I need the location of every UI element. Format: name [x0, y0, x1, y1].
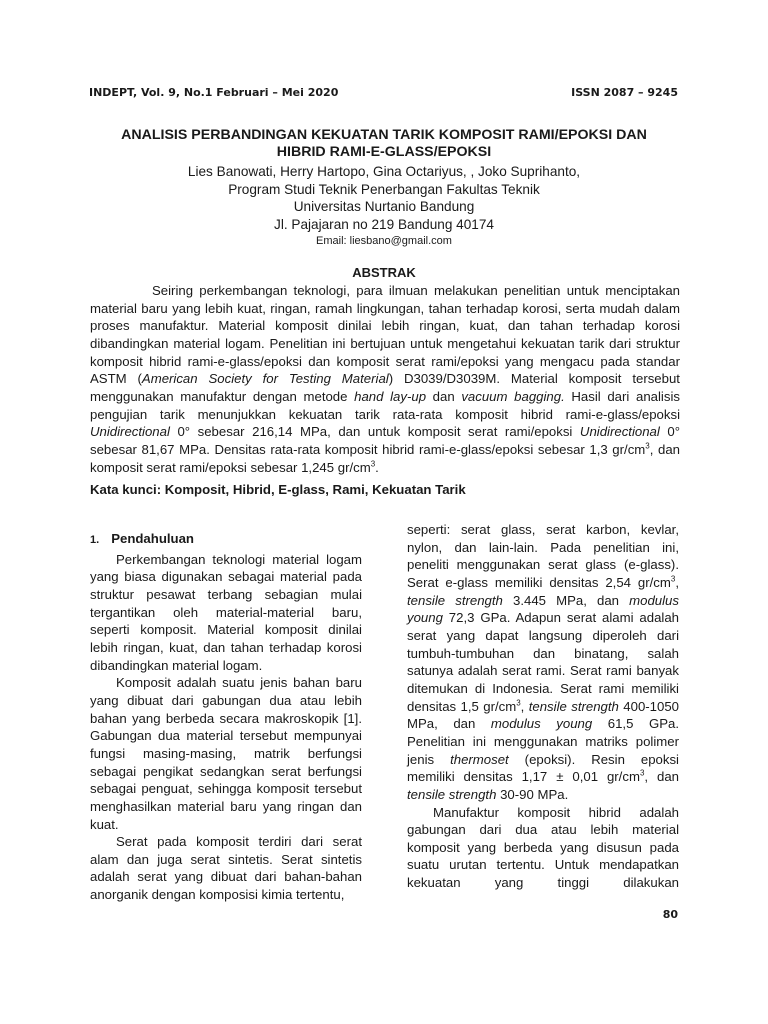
body-text: 3.445 MPa, dan: [502, 592, 630, 608]
left-column: [90, 530, 362, 904]
abstract-body: [90, 282, 680, 476]
superscript: 3: [370, 459, 376, 469]
paragraph: Komposit adalah suatu jenis bahan baru yang dibuat dari gabungan dua atau lebih bahan yang berbeda secara makroskopik [1]. Gabungan dua material tersebut mempunyai fungsi masing-masing, matrik berfungsi sebagai pengikat sedangkan serat berfungsi sebagai penguat, sehingga komposit tersebut menghasilkan material baru yang ringan dan kuat.: [90, 675, 362, 832]
body-text: ,: [520, 698, 529, 714]
author-block: [90, 163, 678, 233]
body-italic: tensile strength: [528, 698, 619, 714]
paragraph: Serat pada komposit terdiri dari serat alam dan juga serat sintetis. Serat sintetis adalah serat yang dibuat dari bahan-bahan anorganik dengan komposisi kimia tertentu,: [90, 834, 362, 903]
issn: ISSN 2087 – 9245: [571, 86, 678, 99]
body-text: , dan: [644, 769, 679, 785]
body-text: ,: [675, 574, 679, 590]
abstract-text: 0° sebesar 216,14 MPa, dan untuk komposit serat rami/epoksi: [169, 424, 580, 440]
body-text: 72,3 GPa. Adapun serat alami adalah serat yang dapat langsung diperoleh dari tumbuh-tumbuhan dan binatang, salah satunya adalah serat rami. Serat rami banyak ditemukan di Indonesia. Serat rami memiliki densitas 1,5 gr/cm: [407, 610, 679, 714]
abstract-text: Hasil dari analisis pengujian tarik menunjukkan kekuatan tarik rata-rata komposit hibrid rami-e-glass/epoksi: [90, 388, 680, 422]
section-heading: [90, 530, 362, 550]
abstract-paragraph: [90, 282, 680, 476]
body-italic: thermoset: [450, 751, 509, 767]
body-text: (epoksi). Resin epoksi memiliki densitas 1,17 ± 0,01 gr/cm: [407, 751, 679, 785]
title-block: [90, 127, 678, 249]
page-number: 80: [662, 908, 678, 921]
abstract-text: ) D3039/D3039M. Material komposit tersebut menggunakan manufaktur dengan metode: [90, 371, 680, 404]
author-university: Universitas Nurtanio Bandung: [293, 199, 475, 214]
author-program: Program Studi Teknik Penerbangan Fakultas Teknik: [228, 181, 540, 197]
superscript: 3: [516, 698, 521, 708]
right-column: [407, 521, 679, 892]
abstract-italic: vacuum bagging.: [461, 388, 565, 404]
abstract-text: dan: [426, 388, 462, 404]
abstract-text: Seiring perkembangan teknologi, para ilmuan melakukan penelitian untuk menciptakan material baru yang lebih kuat, ringan, ramah lingkungan, tahan terhadap korosi, serta mudah dalam proses manufaktur. Material komposit dinilai lebih ringan, kuat, dan tahan terhadap korosi dibandingkan material logam. Penelitian ini bertujuan untuk mengetahui kekuatan tarik dari struktur komposit hibrid rami-e-glass/epoksi dan komposit serat rami/epoksi yang mengacu pada standar ASTM (: [90, 283, 680, 387]
journal-citation: INDEPT, Vol. 9, No.1 Februari – Mei 2020: [89, 86, 339, 99]
superscript: 3: [670, 574, 676, 584]
superscript: 3: [645, 441, 650, 451]
body-italic: modulus young: [490, 716, 593, 732]
abstract-italic: American Society for Testing Material: [141, 371, 389, 387]
body-italic: tensile strength: [407, 786, 497, 802]
body-text: 30-90 MPa.: [496, 786, 569, 802]
body-text: 61,5 GPa. Penelitian ini menggunakan matriks polimer jenis: [407, 716, 679, 767]
paper-title-line-2: HIBRID RAMI-E-GLASS/EPOKSI: [276, 144, 492, 160]
author-names: Lies Banowati, Herry Hartopo, Gina Octariyus, , Joko Suprihanto,: [187, 164, 581, 179]
running-header: [89, 86, 678, 99]
keywords: Kata kunci: Komposit, Hibrid, E-glass, Rami, Kekuatan Tarik: [90, 482, 466, 497]
body-italic: tensile strength: [407, 592, 503, 608]
abstract-italic: Unidirectional: [579, 424, 660, 440]
paper-title-line-1: ANALISIS PERBANDINGAN KEKUATAN TARIK KOMPOSIT RAMI/EPOKSI DAN: [121, 127, 647, 143]
section-number: 1.: [90, 534, 100, 546]
paper-title: [90, 127, 678, 161]
body-italic: modulus young: [407, 592, 679, 626]
superscript: 3: [639, 768, 645, 778]
abstract-text: 0° sebesar 81,67 MPa. Densitas rata-rata komposit hibrid rami-e-glass/epoksi sebesar 1,3 gr/cm: [90, 424, 680, 457]
abstract-italic: Unidirectional: [90, 424, 170, 440]
abstract-text: .: [375, 459, 379, 475]
paragraph: Perkembangan teknologi material logam yang biasa digunakan sebagai material pada struktur pesawat terbang sebagian mulai tergantikan oleh material-material baru, seperti komposit. Material komposit dinilai lebih ringan, kuat, dan tahan terhadap korosi dibandingkan material logam.: [90, 551, 362, 673]
abstract-italic: hand lay-up: [354, 388, 427, 404]
paragraph: Manufaktur komposit hibrid adalah gabungan dari dua atau lebih material komposit yang berbeda yang disusun pada suatu urutan tertentu. Untuk mendapatkan kekuatan yang tinggi dilakukan: [407, 804, 679, 891]
body-text: 400-1050 MPa, dan: [407, 698, 680, 732]
abstract-heading: ABSTRAK: [352, 265, 416, 280]
section-title: Pendahuluan: [111, 531, 194, 546]
abstract-text: , dan komposit serat rami/epoksi sebesar 1,245 gr/cm: [90, 441, 680, 475]
author-address: Jl. Pajajaran no 219 Bandung 40174: [274, 216, 494, 232]
author-email: Email: liesbano@gmail.com: [316, 235, 452, 247]
body-text: seperti: serat glass, serat karbon, kevlar, nylon, dan lain-lain. Pada penelitian ini, peneliti menggunakan serat glass (e-glass). Serat e-glass memiliki densitas 2,54 gr/cm: [407, 522, 679, 590]
paragraph: [407, 521, 679, 804]
